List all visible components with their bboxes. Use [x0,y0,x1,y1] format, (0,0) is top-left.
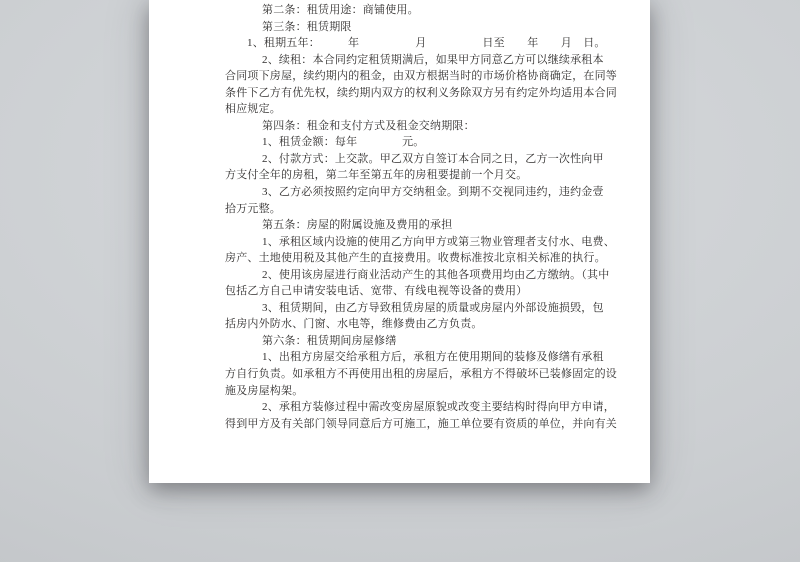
contract-page [149,0,650,483]
text-line: 合同项下房屋，续约期内的租金，由双方根据当时的市场价格协商确定，在同等 [225,70,617,83]
text-line: 1、租期五年： 年 月 日至 年 月 日。 [247,37,606,50]
text-line: 第六条：租赁期间房屋修缮 [262,334,397,347]
text-line: 1、出租方房屋交给承租方后，承租方在使用期间的装修及修缮有承租 [262,351,604,364]
text-line: 方支付全年的房租，第二年至第五年的房租要提前一个月交。 [225,169,528,182]
text-line: 2、付款方式：上交款。甲乙双方自签订本合同之日，乙方一次性向甲 [262,152,604,165]
text-line: 3、乙方必须按照约定向甲方交纳租金。到期不交视同违约，违约金壹 [262,186,604,199]
text-line: 方自行负责。如承租方不再使用出租的房屋后，承租方不得破坏已装修固定的设 [225,368,617,381]
text-line: 2、续租：本合同约定租赁期满后，如果甲方同意乙方可以继续承租本 [262,53,604,66]
text-line: 施及房屋构架。 [225,384,304,397]
text-line: 括房内外防水、门窗、水电等，维修费由乙方负责。 [225,318,483,331]
text-line: 得到甲方及有关部门领导同意后方可施工，施工单位要有资质的单位，并向有关 [225,417,617,430]
text-line: 2、使用该房屋进行商业活动产生的其他各项费用均由乙方缴纳。（其中 [262,268,610,281]
text-line: 房产、土地使用税及其他产生的直接费用。收费标准按北京相关标准的执行。 [225,252,606,265]
text-line: 相应规定。 [225,103,281,116]
text-line: 条件下乙方有优先权，续约期内双方的权利义务除双方另有约定外均适用本合同 [225,86,617,99]
text-line: 包括乙方自己申请安装电话、宽带、有线电视等设备的费用） [225,285,528,298]
text-line: 第四条：租金和支付方式及租金交纳期限： [262,119,475,132]
text-line: 1、承租区域内设施的使用乙方向甲方或第三物业管理者支付水、电费、 [262,235,615,248]
text-line: 3、租赁期间，由乙方导致租赁房屋的质量或房屋内外部设施损毁，包 [262,301,604,314]
text-line: 第三条：租赁期限 [262,20,352,33]
text-line: 第二条：租赁用途：商铺使用。 [262,4,419,16]
text-line: 第五条：房屋的附属设施及费用的承担 [262,219,453,232]
text-line: 2、承租方装修过程中需改变房屋原貌或改变主要结构时得向甲方申请， [262,401,615,414]
text-line: 拾万元整。 [225,202,281,215]
text-line: 1、租赁金额：每年 元。 [262,136,425,149]
contract-text-block [225,2,617,432]
